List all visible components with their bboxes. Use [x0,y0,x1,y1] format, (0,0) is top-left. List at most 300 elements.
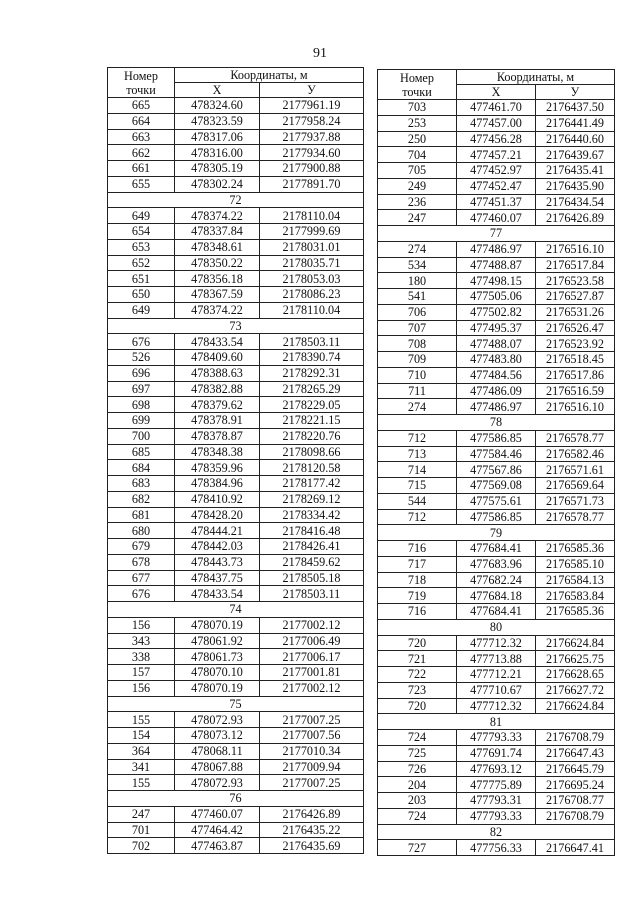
point-number-cell: 661 [108,161,175,177]
y-coordinate-cell: 2176708.77 [536,793,615,809]
y-coordinate-cell: 2176624.84 [536,698,615,714]
point-number-cell: 712 [378,509,457,525]
x-coordinate-cell: 477586.85 [457,509,536,525]
table-row [378,210,615,226]
x-coordinate-cell: 478316.00 [175,145,260,161]
coordinates-table-right [377,69,615,856]
point-number-cell: 274 [378,241,457,257]
y-coordinate-cell: 2176582.46 [536,446,615,462]
x-coordinate-cell: 478348.38 [175,444,260,460]
point-number-cell: 247 [378,210,457,226]
y-coordinate-cell: 2176435.22 [260,822,364,838]
point-number-cell: 704 [378,147,457,163]
y-coordinate-cell: 2178177.42 [260,476,364,492]
x-coordinate-cell: 478437.75 [175,570,260,586]
point-number-cell: 696 [108,365,175,381]
table-row [108,444,364,460]
y-coordinate-cell: 2177934.60 [260,145,364,161]
x-coordinate-cell: 478359.96 [175,460,260,476]
table-row [108,806,364,822]
x-coordinate-cell: 478070.19 [175,617,260,633]
x-coordinate-cell: 477495.37 [457,320,536,336]
x-coordinate-cell: 478072.93 [175,712,260,728]
y-coordinate-cell: 2176569.64 [536,478,615,494]
y-coordinate-cell: 2178334.42 [260,507,364,523]
x-coordinate-cell: 477505.06 [457,289,536,305]
x-coordinate-cell: 478433.54 [175,334,260,350]
y-coordinate-cell: 2177007.25 [260,712,364,728]
table-row [378,556,615,572]
x-header: Х [457,85,536,100]
point-number-cell: 725 [378,745,457,761]
point-number-cell: 685 [108,444,175,460]
point-number-cell: 727 [378,840,457,856]
point-number-cell: 664 [108,113,175,129]
table-row [108,271,364,287]
x-coordinate-cell: 478072.93 [175,775,260,791]
table-row [108,350,364,366]
table-row [108,287,364,303]
point-number-cell: 544 [378,493,457,509]
point-header-line1: Номер [124,68,158,83]
point-number-cell: 655 [108,176,175,192]
section-number: 72 [108,192,364,208]
point-number-cell: 703 [378,100,457,116]
point-number-cell: 722 [378,667,457,683]
section-row [108,696,364,712]
x-coordinate-cell: 477586.85 [457,430,536,446]
point-number-cell: 541 [378,289,457,305]
y-coordinate-cell: 2176518.45 [536,352,615,368]
x-coordinate-cell: 477456.28 [457,131,536,147]
section-row [108,318,364,334]
table-row [108,176,364,192]
x-coordinate-cell: 477713.88 [457,651,536,667]
x-coordinate-cell: 477452.97 [457,163,536,179]
point-number-cell: 705 [378,163,457,179]
point-number-cell: 649 [108,208,175,224]
table-row [108,365,364,381]
table-row [108,98,364,114]
section-number: 75 [108,696,364,712]
y-coordinate-cell: 2176647.43 [536,745,615,761]
x-coordinate-cell: 477457.21 [457,147,536,163]
y-coordinate-cell: 2177961.19 [260,98,364,114]
x-coordinate-cell: 477569.08 [457,478,536,494]
point-number-cell: 156 [108,680,175,696]
y-coordinate-cell: 2177900.88 [260,161,364,177]
table-row [108,428,364,444]
x-coordinate-cell: 477486.97 [457,399,536,415]
table-row [378,289,615,305]
point-number-cell: 154 [108,728,175,744]
table-row [378,336,615,352]
x-coordinate-cell: 477793.33 [457,808,536,824]
y-coordinate-cell: 2177891.70 [260,176,364,192]
table-row [378,241,615,257]
point-number-cell: 702 [108,838,175,854]
y-header: У [536,85,615,100]
point-number-cell: 662 [108,145,175,161]
y-coordinate-cell: 2176647.41 [536,840,615,856]
table-row [108,649,364,665]
y-coordinate-cell: 2177937.88 [260,129,364,145]
x-coordinate-cell: 477684.18 [457,588,536,604]
x-coordinate-cell: 477498.15 [457,273,536,289]
table-row [378,383,615,399]
section-row [378,619,615,635]
table-row [108,665,364,681]
table-row [108,633,364,649]
x-coordinate-cell: 477452.47 [457,178,536,194]
y-coordinate-cell: 2178035.71 [260,255,364,271]
table-row [108,161,364,177]
y-coordinate-cell: 2176578.77 [536,430,615,446]
point-number-cell: 710 [378,367,457,383]
section-number: 78 [378,415,615,431]
y-coordinate-cell: 2178086.23 [260,287,364,303]
x-coordinate-cell: 478388.63 [175,365,260,381]
table-body-left [108,98,364,854]
section-row [378,226,615,242]
y-coordinate-cell: 2176627.72 [536,682,615,698]
table-row [378,320,615,336]
section-row [108,791,364,807]
x-coordinate-cell: 477483.80 [457,352,536,368]
x-coordinate-cell: 478356.18 [175,271,260,287]
section-number: 79 [378,525,615,541]
x-coordinate-cell: 477793.33 [457,730,536,746]
x-coordinate-cell: 477684.41 [457,541,536,557]
x-coordinate-cell: 477457.00 [457,115,536,131]
table-row [378,793,615,809]
x-coordinate-cell: 478410.92 [175,491,260,507]
y-coordinate-cell: 2176625.75 [536,651,615,667]
point-number-cell: 663 [108,129,175,145]
table-row [378,682,615,698]
y-coordinate-cell: 2178505.18 [260,570,364,586]
table-row [378,194,615,210]
point-number-header [108,68,175,98]
x-coordinate-cell: 477775.89 [457,777,536,793]
table-row [378,352,615,368]
x-coordinate-cell: 478061.73 [175,649,260,665]
y-coordinate-cell: 2176426.89 [260,806,364,822]
x-coordinate-cell: 478348.61 [175,239,260,255]
point-number-cell: 249 [378,178,457,194]
point-number-cell: 274 [378,399,457,415]
table-row [108,822,364,838]
point-number-cell: 718 [378,572,457,588]
table-row [108,208,364,224]
x-coordinate-cell: 478350.22 [175,255,260,271]
y-coordinate-cell: 2177001.81 [260,665,364,681]
x-coordinate-cell: 478317.06 [175,129,260,145]
y-coordinate-cell: 2176523.58 [536,273,615,289]
section-number: 76 [108,791,364,807]
point-number-cell: 155 [108,775,175,791]
point-number-cell: 719 [378,588,457,604]
y-coordinate-cell: 2178459.62 [260,554,364,570]
table-row [378,257,615,273]
x-coordinate-cell: 477756.33 [457,840,536,856]
table-row [108,617,364,633]
y-coordinate-cell: 2178110.04 [260,302,364,318]
y-coordinate-cell: 2176435.41 [536,163,615,179]
point-number-cell: 676 [108,334,175,350]
x-coordinate-cell: 478305.19 [175,161,260,177]
y-coordinate-cell: 2176517.84 [536,257,615,273]
table-row [108,539,364,555]
point-number-cell: 724 [378,808,457,824]
y-coordinate-cell: 2178416.48 [260,523,364,539]
table-row [378,588,615,604]
y-coordinate-cell: 2178120.58 [260,460,364,476]
table-row [378,100,615,116]
table-row [378,635,615,651]
y-coordinate-cell: 2177009.94 [260,759,364,775]
table-row [108,255,364,271]
point-number-cell: 681 [108,507,175,523]
x-coordinate-cell: 477484.56 [457,367,536,383]
point-number-cell: 701 [108,822,175,838]
table-row [378,509,615,525]
y-coordinate-cell: 2178503.11 [260,334,364,350]
y-coordinate-cell: 2177002.12 [260,617,364,633]
table-row [378,430,615,446]
point-number-cell: 652 [108,255,175,271]
table-row [378,147,615,163]
point-number-cell: 253 [378,115,457,131]
x-coordinate-cell: 478433.54 [175,586,260,602]
y-coordinate-cell: 2176628.65 [536,667,615,683]
section-row [378,714,615,730]
table-row [378,178,615,194]
point-number-cell: 708 [378,336,457,352]
x-coordinate-cell: 478374.22 [175,208,260,224]
x-coordinate-cell: 478428.20 [175,507,260,523]
point-number-cell: 707 [378,320,457,336]
y-coordinate-cell: 2178265.29 [260,381,364,397]
y-coordinate-cell: 2178503.11 [260,586,364,602]
table-row [108,239,364,255]
y-coordinate-cell: 2177999.69 [260,224,364,240]
point-number-cell: 341 [108,759,175,775]
x-coordinate-cell: 478070.10 [175,665,260,681]
table-row [108,381,364,397]
y-coordinate-cell: 2178269.12 [260,491,364,507]
point-number-cell: 364 [108,743,175,759]
y-coordinate-cell: 2177006.49 [260,633,364,649]
x-coordinate-cell: 478068.11 [175,743,260,759]
table-row [108,491,364,507]
point-number-cell: 717 [378,556,457,572]
y-coordinate-cell: 2176578.77 [536,509,615,525]
x-coordinate-cell: 478409.60 [175,350,260,366]
table-row [378,541,615,557]
x-coordinate-cell: 477502.82 [457,304,536,320]
x-coordinate-cell: 477712.32 [457,698,536,714]
x-coordinate-cell: 477488.07 [457,336,536,352]
point-number-cell: 713 [378,446,457,462]
point-number-cell: 698 [108,397,175,413]
table-row [378,462,615,478]
x-coordinate-cell: 478384.96 [175,476,260,492]
table-row [378,446,615,462]
table-row [378,777,615,793]
point-number-cell: 684 [108,460,175,476]
point-number-cell: 180 [378,273,457,289]
point-number-cell: 716 [378,541,457,557]
y-coordinate-cell: 2176426.89 [536,210,615,226]
y-coordinate-cell: 2178053.03 [260,271,364,287]
table-row [108,743,364,759]
point-number-cell: 706 [378,304,457,320]
coordinates-header: Координаты, м [175,68,364,83]
table-row [108,775,364,791]
point-number-cell: 711 [378,383,457,399]
point-number-cell: 721 [378,651,457,667]
section-number: 74 [108,602,364,618]
y-coordinate-cell: 2178031.01 [260,239,364,255]
point-number-cell: 720 [378,698,457,714]
point-number-cell: 709 [378,352,457,368]
y-coordinate-cell: 2178390.74 [260,350,364,366]
table-row [108,728,364,744]
y-coordinate-cell: 2176437.50 [536,100,615,116]
y-coordinate-cell: 2178110.04 [260,208,364,224]
table-row [108,507,364,523]
point-number-cell: 250 [378,131,457,147]
x-coordinate-cell: 477451.37 [457,194,536,210]
x-coordinate-cell: 477693.12 [457,761,536,777]
point-number-cell: 650 [108,287,175,303]
point-number-cell: 724 [378,730,457,746]
section-row [378,415,615,431]
x-coordinate-cell: 477683.96 [457,556,536,572]
x-coordinate-cell: 477684.41 [457,604,536,620]
x-coordinate-cell: 477567.86 [457,462,536,478]
table-row [108,586,364,602]
table-row [108,413,364,429]
section-row [378,525,615,541]
section-number: 77 [378,226,615,242]
point-number-cell: 343 [108,633,175,649]
point-number-cell: 697 [108,381,175,397]
point-number-cell: 683 [108,476,175,492]
y-coordinate-cell: 2176708.79 [536,730,615,746]
y-coordinate-cell: 2176645.79 [536,761,615,777]
section-row [108,602,364,618]
point-number-header [378,70,457,100]
point-number-cell: 204 [378,777,457,793]
y-coordinate-cell: 2176517.86 [536,367,615,383]
x-coordinate-cell: 478374.22 [175,302,260,318]
table-row [378,808,615,824]
table-row [108,712,364,728]
table-row [378,730,615,746]
coordinates-header: Координаты, м [457,70,615,85]
table-row [378,651,615,667]
y-coordinate-cell: 2177006.17 [260,649,364,665]
y-coordinate-cell: 2176516.10 [536,399,615,415]
page-number: 91 [313,46,327,61]
table-row [378,667,615,683]
x-coordinate-cell: 477464.42 [175,822,260,838]
table-row [108,570,364,586]
y-coordinate-cell: 2176695.24 [536,777,615,793]
table-row [378,604,615,620]
y-coordinate-cell: 2176440.60 [536,131,615,147]
table-row [108,302,364,318]
table-row [108,838,364,854]
x-coordinate-cell: 477712.32 [457,635,536,651]
x-coordinate-cell: 477486.97 [457,241,536,257]
point-number-cell: 679 [108,539,175,555]
x-coordinate-cell: 478323.59 [175,113,260,129]
x-coordinate-cell: 478442.03 [175,539,260,555]
table-row [378,745,615,761]
y-coordinate-cell: 2176571.61 [536,462,615,478]
y-coordinate-cell: 2176526.47 [536,320,615,336]
x-coordinate-cell: 478382.88 [175,381,260,397]
x-coordinate-cell: 478324.60 [175,98,260,114]
table-row [378,478,615,494]
y-header: У [260,83,364,98]
y-coordinate-cell: 2176435.90 [536,178,615,194]
point-number-cell: 714 [378,462,457,478]
section-row [378,824,615,840]
point-number-cell: 723 [378,682,457,698]
x-coordinate-cell: 478444.21 [175,523,260,539]
table-row [378,367,615,383]
point-header-line1: Номер [400,70,434,85]
table-row [378,304,615,320]
x-coordinate-cell: 477710.67 [457,682,536,698]
x-coordinate-cell: 478067.88 [175,759,260,775]
x-coordinate-cell: 477584.46 [457,446,536,462]
table-row [108,113,364,129]
point-number-cell: 156 [108,617,175,633]
point-header-line2: точки [402,84,432,99]
x-coordinate-cell: 478378.87 [175,428,260,444]
point-number-cell: 712 [378,430,457,446]
x-coordinate-cell: 477460.07 [175,806,260,822]
y-coordinate-cell: 2176435.69 [260,838,364,854]
x-coordinate-cell: 478367.59 [175,287,260,303]
x-coordinate-cell: 477463.87 [175,838,260,854]
y-coordinate-cell: 2176584.13 [536,572,615,588]
y-coordinate-cell: 2176583.84 [536,588,615,604]
table-body-right [378,100,615,856]
x-coordinate-cell: 478443.73 [175,554,260,570]
x-coordinate-cell: 477712.21 [457,667,536,683]
table-row [108,397,364,413]
table-row [108,145,364,161]
table-row [378,399,615,415]
y-coordinate-cell: 2178098.66 [260,444,364,460]
y-coordinate-cell: 2176523.92 [536,336,615,352]
section-number: 73 [108,318,364,334]
table-row [108,460,364,476]
table-row [108,476,364,492]
y-coordinate-cell: 2178292.31 [260,365,364,381]
point-number-cell: 157 [108,665,175,681]
point-number-cell: 236 [378,194,457,210]
y-coordinate-cell: 2177007.25 [260,775,364,791]
x-coordinate-cell: 477460.07 [457,210,536,226]
x-coordinate-cell: 477461.70 [457,100,536,116]
